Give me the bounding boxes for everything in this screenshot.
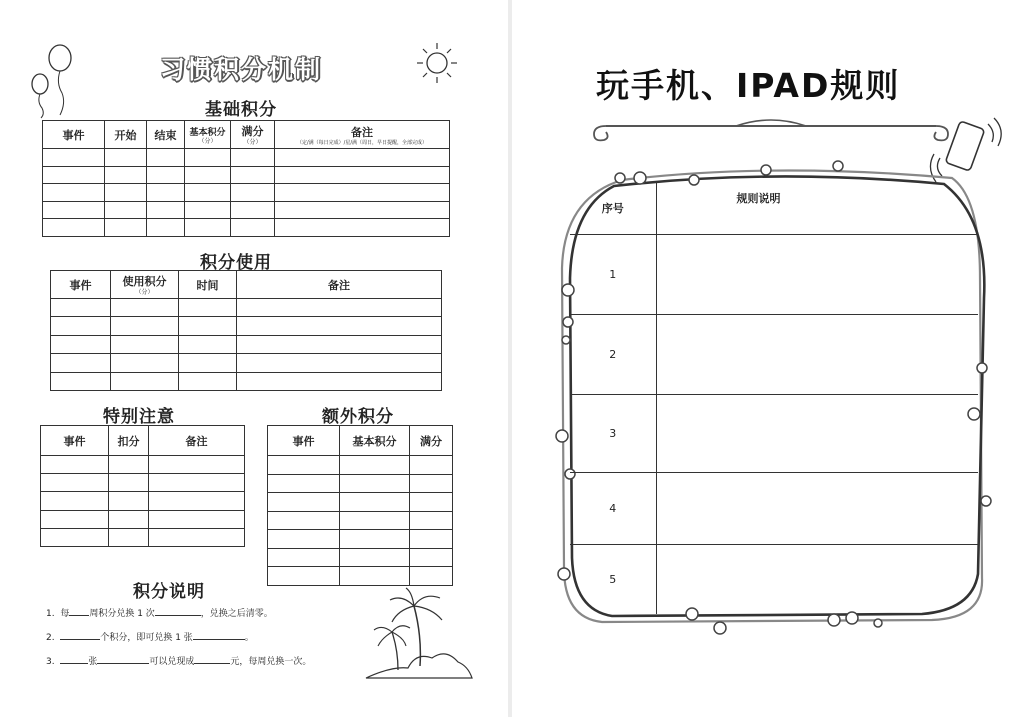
table-cell[interactable]	[185, 201, 231, 219]
explain-line-1: 1. 每 周积分兑换 1 次 ，兑换之后清零。	[46, 606, 273, 619]
table-cell[interactable]	[268, 548, 340, 567]
table-row	[570, 314, 978, 394]
table-cell[interactable]	[237, 317, 442, 335]
table-cell[interactable]	[41, 474, 109, 492]
table-cell[interactable]	[179, 299, 237, 317]
table-row	[570, 544, 978, 614]
table-cell[interactable]	[185, 219, 231, 237]
title-ornament	[586, 112, 956, 144]
table-row	[51, 317, 442, 335]
table-header-row	[51, 271, 442, 299]
header-cell: 备注	[237, 271, 442, 299]
table-cell[interactable]	[51, 317, 111, 335]
table-row	[268, 493, 453, 512]
table-cell[interactable]	[149, 528, 245, 546]
balloons-icon	[26, 40, 78, 120]
header-cell: 基本积分 （分）	[185, 121, 231, 149]
table-cell[interactable]	[111, 335, 179, 353]
table-cell[interactable]	[43, 201, 105, 219]
header-cell: 基本积分	[340, 426, 410, 456]
table-row	[43, 184, 450, 202]
rule-cell	[656, 234, 978, 314]
rule-cell	[656, 544, 978, 614]
table-row	[570, 234, 978, 314]
table-cell[interactable]	[43, 184, 105, 202]
table-row	[268, 530, 453, 549]
table-cell[interactable]	[231, 149, 275, 167]
table-cell[interactable]	[237, 372, 442, 390]
points-usage-title: 积分使用	[200, 253, 272, 273]
table-cell[interactable]	[105, 166, 147, 184]
row-number: 3	[570, 394, 656, 472]
table-cell[interactable]	[268, 456, 340, 475]
table-cell[interactable]	[109, 510, 149, 528]
table-cell[interactable]	[340, 456, 410, 475]
table-cell[interactable]	[147, 166, 185, 184]
table-row	[570, 394, 978, 472]
table-row	[41, 492, 245, 510]
extra-points-title: 额外积分	[322, 407, 394, 427]
header-cell: 使用积分 （分）	[111, 271, 179, 299]
table-cell[interactable]	[179, 354, 237, 372]
table-cell[interactable]	[149, 474, 245, 492]
header-cell: 结束	[147, 121, 185, 149]
table-row	[51, 335, 442, 353]
table-row	[43, 166, 450, 184]
table-cell[interactable]	[231, 201, 275, 219]
row-number: 2	[570, 314, 656, 394]
table-cell[interactable]	[275, 149, 450, 167]
extra-points-table	[267, 425, 453, 586]
table-cell[interactable]	[109, 456, 149, 474]
table-cell[interactable]	[410, 567, 453, 586]
table-row	[51, 354, 442, 372]
table-cell[interactable]	[43, 219, 105, 237]
table-cell[interactable]	[268, 474, 340, 493]
table-cell[interactable]	[111, 317, 179, 335]
table-cell[interactable]	[109, 528, 149, 546]
table-header-row	[570, 182, 978, 234]
table-cell[interactable]	[410, 493, 453, 512]
header-cell-rule: 规则说明	[656, 182, 978, 234]
table-cell[interactable]	[275, 219, 450, 237]
table-cell[interactable]	[111, 372, 179, 390]
basic-points-table	[42, 120, 450, 237]
table-cell[interactable]	[268, 567, 340, 586]
table-cell[interactable]	[410, 548, 453, 567]
header-cell: 备注	[149, 426, 245, 456]
table-cell[interactable]	[149, 492, 245, 510]
table-cell[interactable]	[410, 456, 453, 475]
table-cell[interactable]	[149, 456, 245, 474]
table-cell[interactable]	[185, 184, 231, 202]
basic-points-title: 基础积分	[205, 100, 277, 120]
rules-title: 玩手机、IPAD规则	[596, 66, 901, 105]
table-row	[51, 299, 442, 317]
table-cell[interactable]	[111, 354, 179, 372]
table-cell[interactable]	[237, 335, 442, 353]
palm-island-icon	[362, 586, 474, 682]
header-cell: 备注 （定/满（每日完成）/星/满（周日，早日提醒，全部完成）	[275, 121, 450, 149]
table-cell[interactable]	[275, 184, 450, 202]
rule-cell	[656, 314, 978, 394]
explain-line-3: 3. 张 可以兑现成 元，每周兑换一次。	[46, 654, 311, 667]
header-cell: 事件	[268, 426, 340, 456]
table-cell[interactable]	[111, 299, 179, 317]
special-notice-table	[40, 425, 245, 547]
header-cell: 事件	[43, 121, 105, 149]
table-cell[interactable]	[410, 530, 453, 549]
table-cell[interactable]	[41, 492, 109, 510]
habit-points-page	[0, 0, 508, 717]
table-row	[41, 474, 245, 492]
table-cell[interactable]	[147, 219, 185, 237]
table-row	[570, 472, 978, 544]
header-cell: 满分	[410, 426, 453, 456]
table-cell[interactable]	[268, 530, 340, 549]
row-number: 5	[570, 544, 656, 614]
table-cell[interactable]	[179, 335, 237, 353]
table-cell[interactable]	[105, 201, 147, 219]
table-cell[interactable]	[268, 511, 340, 530]
header-cell: 满分 （分）	[231, 121, 275, 149]
table-row	[268, 567, 453, 586]
table-cell[interactable]	[147, 184, 185, 202]
table-cell[interactable]	[179, 372, 237, 390]
table-cell[interactable]	[105, 184, 147, 202]
table-row	[41, 510, 245, 528]
table-row	[51, 372, 442, 390]
table-cell[interactable]	[275, 201, 450, 219]
table-cell[interactable]	[185, 149, 231, 167]
table-cell[interactable]	[340, 511, 410, 530]
header-cell: 事件	[51, 271, 111, 299]
table-header-row	[43, 121, 450, 149]
table-cell[interactable]	[340, 474, 410, 493]
table-cell[interactable]	[105, 219, 147, 237]
table-row	[41, 456, 245, 474]
points-explain-title: 积分说明	[133, 582, 205, 602]
table-cell[interactable]	[275, 166, 450, 184]
table-row	[268, 474, 453, 493]
special-notice-title: 特别注意	[103, 407, 175, 427]
sun-icon	[412, 40, 462, 86]
header-cell: 开始	[105, 121, 147, 149]
table-cell[interactable]	[185, 166, 231, 184]
table-cell[interactable]	[237, 354, 442, 372]
table-header-row	[41, 426, 245, 456]
header-cell-no: 序号	[570, 182, 656, 234]
row-number: 4	[570, 472, 656, 544]
table-cell[interactable]	[237, 299, 442, 317]
table-cell[interactable]	[268, 493, 340, 512]
table-cell[interactable]	[51, 372, 111, 390]
table-cell[interactable]	[147, 201, 185, 219]
table-cell[interactable]	[51, 335, 111, 353]
table-cell[interactable]	[149, 510, 245, 528]
header-cell: 扣分	[109, 426, 149, 456]
table-cell[interactable]	[231, 166, 275, 184]
row-number: 1	[570, 234, 656, 314]
table-cell[interactable]	[41, 510, 109, 528]
table-cell[interactable]	[43, 166, 105, 184]
table-row	[43, 219, 450, 237]
table-cell[interactable]	[41, 528, 109, 546]
device-rules-page	[512, 0, 1024, 717]
table-row	[41, 528, 245, 546]
page-title: 习惯积分机制	[160, 55, 323, 84]
table-cell[interactable]	[231, 219, 275, 237]
table-cell[interactable]	[340, 530, 410, 549]
table-cell[interactable]	[231, 184, 275, 202]
table-cell[interactable]	[43, 149, 105, 167]
table-cell[interactable]	[41, 456, 109, 474]
table-row	[43, 201, 450, 219]
rule-cell	[656, 472, 978, 544]
table-cell[interactable]	[410, 511, 453, 530]
table-row	[268, 511, 453, 530]
table-cell[interactable]	[340, 567, 410, 586]
table-row	[268, 548, 453, 567]
header-cell: 时间	[179, 271, 237, 299]
table-cell[interactable]	[340, 493, 410, 512]
table-cell[interactable]	[51, 299, 111, 317]
rule-cell	[656, 394, 978, 472]
table-cell[interactable]	[340, 548, 410, 567]
explain-line-2: 2. 个积分，即可兑换 1 张 。	[46, 630, 254, 643]
table-cell[interactable]	[147, 149, 185, 167]
table-cell[interactable]	[179, 317, 237, 335]
table-row	[43, 149, 450, 167]
table-cell[interactable]	[109, 474, 149, 492]
table-row	[268, 456, 453, 475]
table-cell[interactable]	[410, 474, 453, 493]
points-usage-table	[50, 270, 442, 391]
header-cell: 事件	[41, 426, 109, 456]
rules-table	[570, 182, 978, 614]
table-cell[interactable]	[105, 149, 147, 167]
table-header-row	[268, 426, 453, 456]
table-cell[interactable]	[109, 492, 149, 510]
table-cell[interactable]	[51, 354, 111, 372]
